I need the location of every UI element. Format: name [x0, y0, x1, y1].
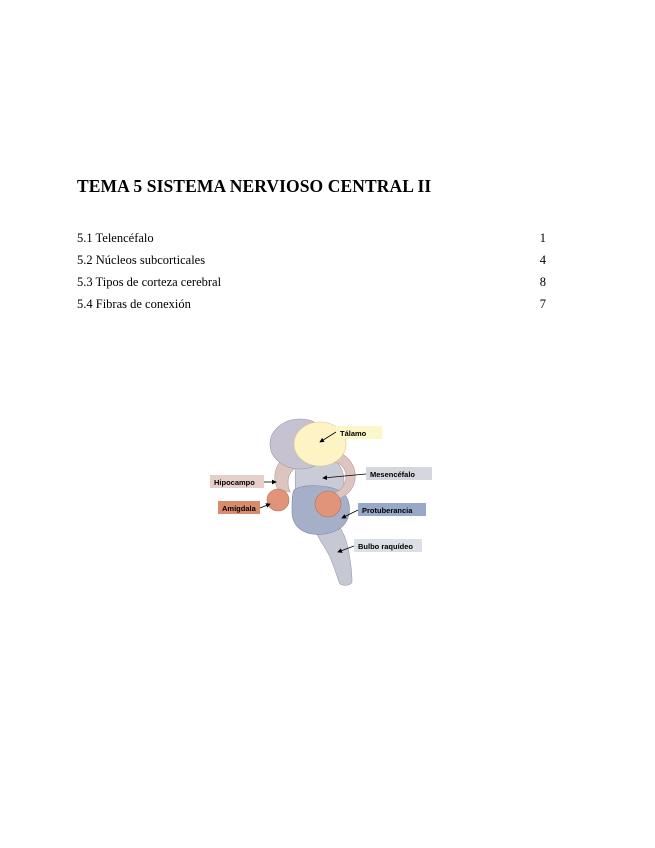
amigdala-left-shape [267, 489, 289, 511]
toc-entry-label: 5.4 Fibras de conexión [77, 297, 191, 311]
toc-entry[interactable] [77, 295, 546, 317]
toc-entry-page: 7 [539, 297, 546, 311]
toc-entry[interactable] [77, 229, 546, 251]
brain-anatomy-figure [208, 412, 436, 590]
brain-anatomy-illustration [208, 412, 436, 590]
table-of-contents [77, 229, 546, 317]
toc-entry[interactable] [77, 273, 546, 295]
mesencefalo-label: Mesencéfalo [370, 470, 416, 479]
document-title: TEMA 5 SISTEMA NERVIOSO CENTRAL II [77, 176, 432, 196]
toc-entry-label: 5.1 Telencéfalo [77, 231, 154, 245]
amigdala-label: Amígdala [222, 504, 256, 513]
toc-entry[interactable] [77, 251, 546, 273]
talamo-label: Tálamo [340, 429, 367, 438]
protuberancia-label: Protuberancia [362, 506, 413, 515]
toc-entry-page: 1 [539, 231, 546, 245]
toc-entry-label: 5.2 Núcleos subcorticales [77, 253, 206, 267]
toc-entry-label: 5.3 Tipos de corteza cerebral [77, 275, 222, 289]
toc-entry-page: 8 [539, 275, 546, 289]
hipocampo-label: Hipocampo [214, 478, 255, 487]
amigdala-right-shape [315, 491, 341, 517]
bulbo-label: Bulbo raquídeo [358, 542, 413, 551]
toc-entry-page: 4 [539, 253, 546, 267]
